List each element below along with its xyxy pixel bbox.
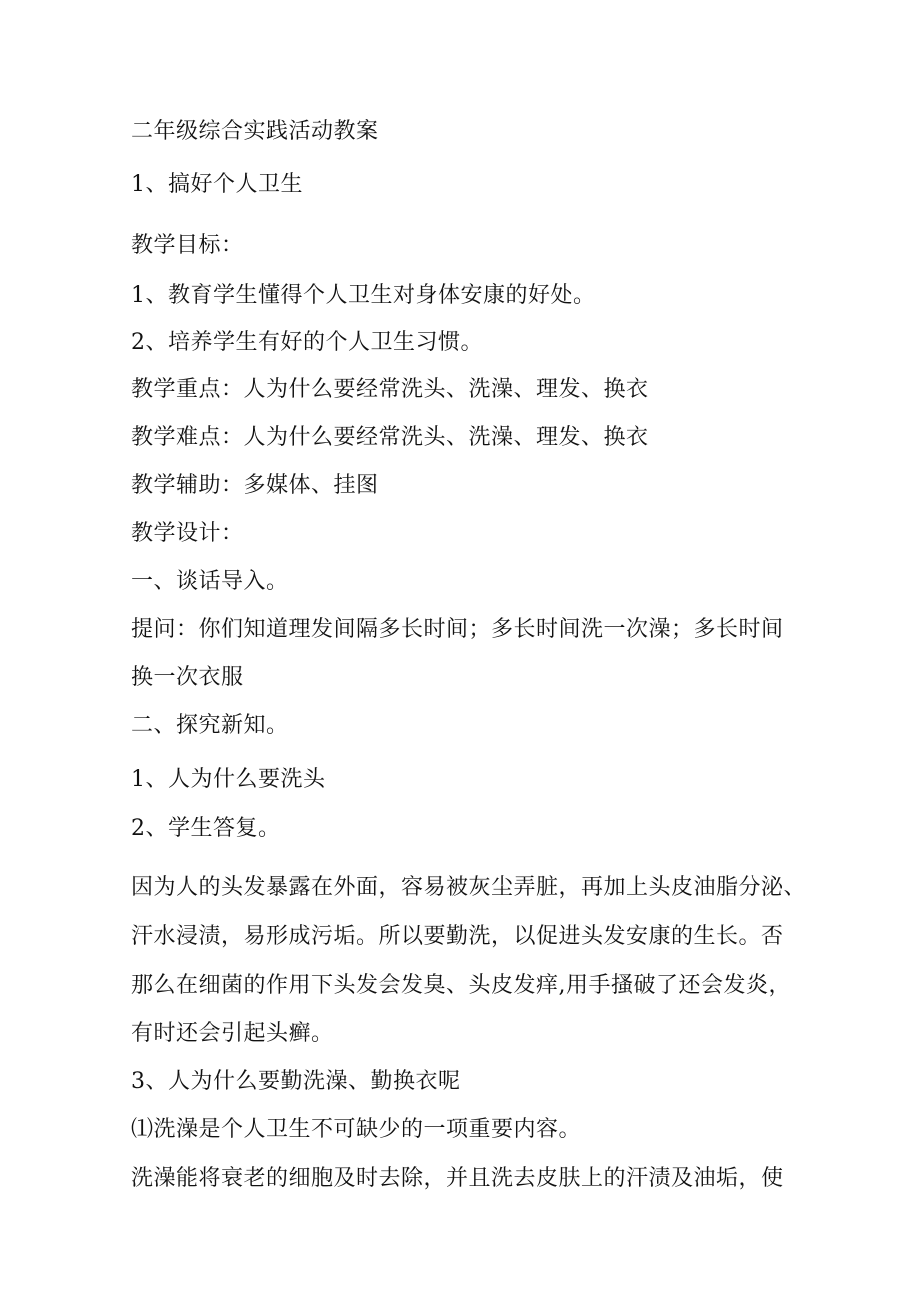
objective-item: 2、培养学生有好的个人卫生习惯。 <box>131 330 483 355</box>
paragraph-line: 汗水浸渍，易形成污垢。所以要勤洗，以促进头发安康的生长。否 <box>131 924 784 949</box>
sub-item: ⑴洗澡是个人卫生不可缺少的一项重要内容。 <box>131 1117 582 1142</box>
paragraph-line: 因为人的头发暴露在外面，容易被灰尘弄脏，再加上头皮油脂分泌、 <box>131 875 807 900</box>
paragraph-line: 那么在细菌的作用下头发会发臭、头皮发痒,用手搔破了还会发炎， <box>131 973 791 998</box>
teaching-aids: 教学辅助：多媒体、挂图 <box>131 473 379 498</box>
paragraph-line: 提问：你们知道理发间隔多长时间；多长时间洗一次澡；多长时间 <box>131 617 784 642</box>
objective-item: 1、教育学生懂得个人卫生对身体安康的好处。 <box>131 283 596 308</box>
section-heading: 二、探究新知。 <box>131 713 289 738</box>
paragraph-line: 有时还会引起头癣。 <box>131 1021 334 1046</box>
list-item: 2、学生答复。 <box>131 816 281 841</box>
key-point: 教学重点：人为什么要经常洗头、洗澡、理发、换衣 <box>131 377 649 402</box>
section-heading: 一、谈话导入。 <box>131 569 289 594</box>
list-item: 3、人为什么要勤洗澡、勤换衣呢 <box>131 1069 461 1094</box>
paragraph-line: 洗澡能将衰老的细胞及时去除，并且洗去皮肤上的汗渍及油垢，使 <box>131 1166 784 1191</box>
design-heading: 教学设计： <box>131 521 244 546</box>
document-title: 二年级综合实践活动教案 <box>131 119 379 144</box>
lesson-heading: 1、搞好个人卫生 <box>131 172 303 197</box>
paragraph-line: 换一次衣服 <box>131 665 244 690</box>
difficult-point: 教学难点：人为什么要经常洗头、洗澡、理发、换衣 <box>131 425 649 450</box>
list-item: 1、人为什么要洗头 <box>131 767 326 792</box>
objectives-heading: 教学目标： <box>131 233 244 258</box>
